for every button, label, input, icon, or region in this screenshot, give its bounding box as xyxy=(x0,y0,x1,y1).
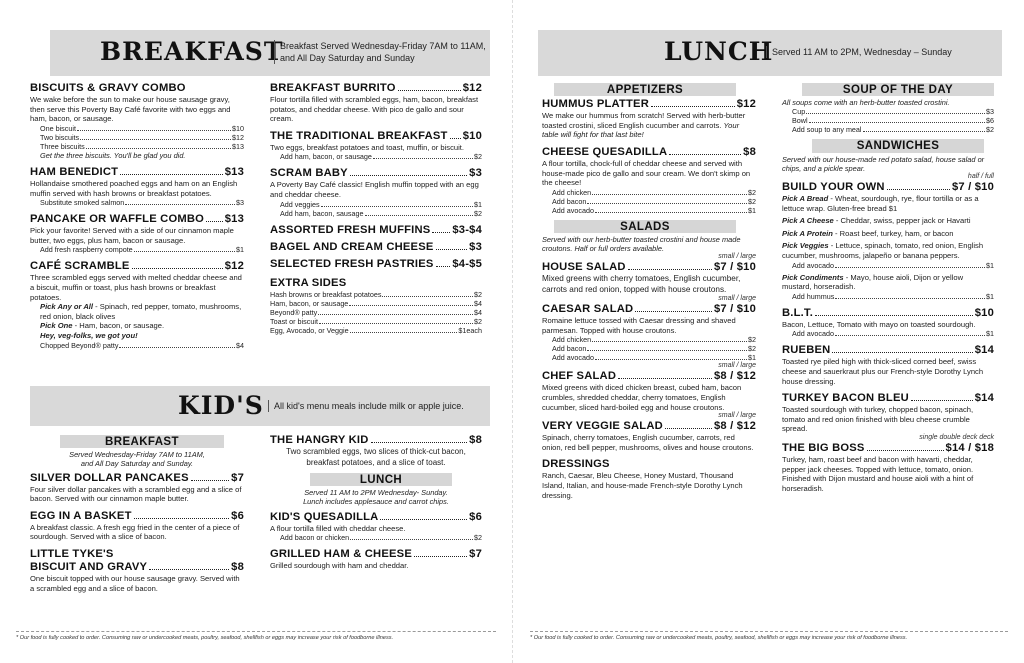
menu-item-title: RUEBEN $14 xyxy=(782,344,994,357)
menu-item-title: SCRAM BABY $3 xyxy=(270,167,482,180)
byo-condiments: Pick Condiments - Mayo, house aioli, Dijon or yellow mustard, horseradish. xyxy=(782,272,964,292)
menu-item-title: ASSORTED FRESH MUFFINS $3-$4 xyxy=(270,223,482,236)
menu-item-desc: Two eggs, breakfast potatoes and toast, muffin, or biscuit. xyxy=(270,142,465,152)
lunch-banner xyxy=(538,30,1002,76)
menu-option: Add avocado $1 xyxy=(792,329,994,339)
byo-protein: Pick A Protein - Roast beef, turkey, ham, or bacon xyxy=(782,228,954,238)
breakfast-hours: Breakfast Served Wednesday-Friday 7AM to 11AM, and All Day Saturday and Sunday xyxy=(274,40,486,64)
menu-item-title: HOUSE SALAD $7 / $10 xyxy=(542,261,756,274)
breakfast-left-column xyxy=(30,82,244,350)
menu-option: One biscuit $10 xyxy=(40,123,244,133)
menu-item-title: CHEF SALAD $8 / $12 xyxy=(542,370,756,383)
menu-item-title: BISCUITS & GRAVY COMBO xyxy=(30,82,186,94)
menu-item-desc: Toasted sourdough with turkey, chopped bacon, spinach, tomato and red onion finished with bleu cheese crumble spread. xyxy=(782,405,974,434)
menu-item-title: LITTLE TYKE'S xyxy=(30,547,114,560)
lunch-left-column xyxy=(542,80,756,500)
menu-option: Add fresh raspberry compote $1 xyxy=(40,245,244,255)
menu-option: Add ham, bacon, sausage $2 xyxy=(280,208,482,218)
menu-option: Add chicken $2 xyxy=(552,335,756,345)
byo-bread: Pick A Bread - Wheat, sourdough, rye, flour tortilla or as a lettuce wrap. Gluten-free bread $1 xyxy=(782,194,979,213)
menu-item-desc: A Poverty Bay Café classic! English muffin topped with an egg and cheddar cheese. xyxy=(270,180,479,199)
menu-item-desc: Mixed greens with cherry tomatoes, English cucumber, carrots and red onion, topped with house croutons. xyxy=(542,274,741,294)
menu-item-desc: Four silver dollar pancakes with a scrambled egg and a slice of bacon. Served with our cinnamon maple butter. xyxy=(30,484,242,504)
menu-item-desc: Romaine lettuce tossed with Caesar dressing and shaved parmesan. Topped with house croutons. xyxy=(542,316,736,335)
breakfast-page xyxy=(16,24,496,645)
menu-option: Bowl $6 xyxy=(792,116,994,126)
pick-any-line: Pick Any or All - Spinach, red pepper, tomato, mushrooms, red onion, black olives xyxy=(40,302,242,321)
menu-option: Cup $3 xyxy=(792,107,994,117)
menu-option: Add bacon $2 xyxy=(552,344,756,354)
menu-item-title: KID'S QUESADILLA $6 xyxy=(270,510,482,523)
kids-heading: KID'S xyxy=(178,391,264,420)
size-label: small / large xyxy=(718,295,756,303)
menu-item-desc: A flour tortilla filled with cheddar cheese. xyxy=(270,523,406,533)
menu-option: Add soup to any meal $2 xyxy=(792,125,994,135)
kids-lunch-hours: Served 11 AM to 2PM Wednesday- Sunday. xyxy=(304,488,448,498)
veg-note: Hey, veg-folks, we got you! xyxy=(40,330,138,340)
menu-item-title: CAESAR SALAD $7 / $10 xyxy=(542,303,756,316)
size-label: small / large xyxy=(718,362,756,370)
menu-option: Add avocado $1 xyxy=(552,205,756,215)
menu-option: Chopped Beyond® patty $4 xyxy=(40,340,244,350)
menu-item-desc: Spinach, cherry tomatoes, English cucumber, carrots, red onion, red bell pepper, mushrooms, olives and house croutons. xyxy=(542,433,754,452)
menu-option: Hash browns or breakfast potatoes $2 xyxy=(270,289,482,299)
kids-lunch-header: LUNCH xyxy=(310,473,452,486)
menu-item-note: Get the three biscuits. You'll be glad you did. xyxy=(40,150,186,160)
dressings-desc: Ranch, Caesar, Bleu Cheese, Honey Mustard, Thousand Island, Italian, and house-made French-style Dorothy Lynch dressing. xyxy=(542,471,743,500)
menu-option: Add avocado $1 xyxy=(552,353,756,363)
dressings-title: DRESSINGS xyxy=(542,458,610,471)
kids-right-column xyxy=(270,434,482,571)
menu-item-title: CHEESE QUESADILLA $8 xyxy=(542,145,756,158)
menu-item-title: EGG IN A BASKET $6 xyxy=(30,509,244,522)
sandwiches-header: SANDWICHES xyxy=(812,139,984,152)
menu-item-title: SELECTED FRESH PASTRIES $4-$5 xyxy=(270,257,482,270)
menu-item-desc: Hollandaise smothered poached eggs and ham on an English muffin served with hash browns or breakfast potatoes. xyxy=(30,178,238,198)
allergy-footer: * Our food is fully cooked to order. Consuming raw or undercooked meats, poultry, seafood, shellfish or eggs may increase your risk of foodborne illness. xyxy=(16,631,496,641)
menu-option: Two biscuits $12 xyxy=(40,132,244,142)
menu-item-desc: Two scrambled eggs, two slices of thick-cut bacon, breakfast potatoes, and a slice of toast. xyxy=(286,447,466,467)
menu-option: Toast or biscuit $2 xyxy=(270,316,482,326)
size-label: half / full xyxy=(967,173,994,181)
extra-sides-title: EXTRA SIDES xyxy=(270,276,347,289)
kids-left-column xyxy=(30,432,244,593)
lunch-hours: Served 11 AM to 2PM, Wednesday – Sunday xyxy=(766,46,952,58)
kids-lunch-hours: Lunch includes applesauce and carrot chips. xyxy=(303,497,449,507)
allergy-footer: * Our food is fully cooked to order. Consuming raw or undercooked meats, poultry, seafood, shellfish or eggs may increase your risk of foodborne illness. xyxy=(530,631,1008,641)
soup-note: All soups come with an herb-butter toasted crostini. xyxy=(782,98,950,108)
size-label: small / large xyxy=(718,412,756,420)
lunch-page xyxy=(530,24,1008,645)
pick-one-line: Pick One - Ham, bacon, or sausage. xyxy=(40,321,165,331)
kids-breakfast-hours: and All Day Saturday and Sunday. xyxy=(80,459,194,469)
menu-item-desc: A flour tortilla, chock-full of cheddar cheese and served with house-made pico de gallo and sour cream. We don't skimp on the cheese! xyxy=(542,158,751,188)
breakfast-heading: BREAKFAST xyxy=(100,37,284,66)
menu-item-desc: We make our hummus from scratch! Served with herb-butter toasted crostini, sliced English cucumber and carrots. Your table will fight for that last bite! xyxy=(542,111,746,140)
menu-item-title: GRILLED HAM & CHEESE $7 xyxy=(270,548,482,561)
byo-cheese: Pick A Cheese - Cheddar, swiss, pepper jack or Havarti xyxy=(782,216,971,226)
menu-item-title: PANCAKE OR WAFFLE COMBO $13 xyxy=(30,213,244,226)
menu-option: Add hummus $1 xyxy=(792,291,994,301)
menu-item-title: HAM BENEDICT $13 xyxy=(30,165,244,178)
lunch-right-column xyxy=(782,80,994,493)
menu-option: Add avocado $1 xyxy=(792,260,994,270)
menu-item-title: CAFÉ SCRAMBLE $12 xyxy=(30,260,244,273)
menu-item-title: BISCUIT AND GRAVY $8 xyxy=(30,560,244,573)
menu-option: Beyond® patty $4 xyxy=(270,307,482,317)
menu-option: Substitute smoked salmon $3 xyxy=(40,198,244,208)
menu-item-title: SILVER DOLLAR PANCAKES $7 xyxy=(30,471,244,484)
menu-item-title: BREAKFAST BURRITO $12 xyxy=(270,82,482,94)
menu-item-desc: A breakfast classic. A fresh egg fried in the center of a piece of sourdough. Served with a slice of bacon. xyxy=(30,522,240,542)
menu-option: Add ham, bacon, or sausage $2 xyxy=(280,152,482,162)
menu-option: Add bacon or chicken $2 xyxy=(280,533,482,543)
lunch-heading: LUNCH xyxy=(664,37,774,66)
salads-note: Served with our herb-butter toasted crostini and house made croutons. Half or full orders available. xyxy=(542,234,741,254)
menu-option: Egg, Avocado, or Veggie $1each xyxy=(270,325,482,335)
menu-item-title: VERY VEGGIE SALAD $8 / $12 xyxy=(542,420,756,433)
breakfast-banner xyxy=(50,30,490,76)
menu-item-desc: Toasted rye piled high with thick-sliced corned beef, swiss cheese and sauerkraut plus our French-style Dorothy Lynch house dressing. xyxy=(782,357,984,386)
menu-item-desc: Turkey, ham, roast beef and bacon with havarti, cheddar, pepper jack cheeses. Topped with lettuce, tomato, onion. Finished with Dijon mustard and house aioli with a hint of horseradish. xyxy=(782,454,974,493)
menu-item-desc: Bacon, Lettuce, Tomato with mayo on toasted sourdough. xyxy=(782,319,976,329)
menu-option: Ham, bacon, or sausage $4 xyxy=(270,298,482,308)
soup-header: SOUP OF THE DAY xyxy=(802,83,994,96)
kids-breakfast-header: BREAKFAST xyxy=(60,435,224,448)
size-label: single double deck deck xyxy=(919,433,994,441)
menu-item-desc: Three scrambled eggs served with melted cheddar cheese and a biscuit, muffin or toast, plus hash browns or breakfast potatoes. xyxy=(30,273,242,302)
menu-option: Add chicken $2 xyxy=(552,187,756,197)
menu-item-desc: Grilled sourdough with ham and cheddar. xyxy=(270,561,409,571)
menu-item-desc: We wake before the sun to make our house sausage gravy, then serve this Poverty Bay Café favorite with two eggs and ham, bacon, or sausage. xyxy=(30,95,231,124)
menu-item-title: B.L.T. $10 xyxy=(782,306,994,319)
size-label: small / large xyxy=(718,253,756,261)
page-fold xyxy=(512,0,513,663)
menu-option: Add veggies $1 xyxy=(280,199,482,209)
menu-option: Add bacon $2 xyxy=(552,196,756,206)
byo-veggies: Pick Veggies - Lettuce, spinach, tomato, red onion, English cucumber, mushrooms, jalapeño or banana peppers. xyxy=(782,241,984,260)
kids-breakfast-hours: Served Wednesday-Friday 7AM to 11AM, xyxy=(69,450,205,460)
menu-item-title: BAGEL AND CREAM CHEESE $3 xyxy=(270,240,482,253)
menu-item-desc: Pick your favorite! Served with a side of our cinnamon maple butter, two eggs, plus ham, bacon or sausage. xyxy=(30,226,234,245)
menu-item-title: BUILD YOUR OWN $7 / $10 xyxy=(782,181,994,194)
kids-note: All kid's menu meals include milk or apple juice. xyxy=(268,400,464,412)
menu-item-title: TURKEY BACON BLEU $14 xyxy=(782,392,994,405)
appetizers-header: APPETIZERS xyxy=(554,83,736,96)
menu-item-desc: Flour tortilla filled with scrambled eggs, ham, bacon, breakfast potatos, and cheddar cheese. With pico de gallo and sour cream. xyxy=(270,95,479,124)
breakfast-right-column xyxy=(270,82,482,335)
menu-item-desc: One biscuit topped with our house sausage gravy. Served with a scrambled egg and a slice of bacon. xyxy=(30,573,240,593)
menu-item-title: THE TRADITIONAL BREAKFAST $10 xyxy=(270,129,482,142)
sandwiches-note: Served with our house-made red potato salad, house salad or chips, and a pickle spear. xyxy=(782,154,985,173)
salads-header: SALADS xyxy=(554,220,736,233)
menu-item-title: HUMMUS PLATTER $12 xyxy=(542,98,756,111)
menu-item-title: THE BIG BOSS $14 / $18 xyxy=(782,441,994,454)
menu-item-desc: Mixed greens with diced chicken breast, cubed ham, bacon crumbles, shredded cheddar, cherry tomatoes, English cucumber, sliced hard-boiled egg and house croutons. xyxy=(542,383,742,412)
menu-option: Three biscuits $13 xyxy=(40,141,244,151)
menu-item-title: THE HANGRY KID $8 xyxy=(270,434,482,446)
kids-banner xyxy=(30,386,490,426)
